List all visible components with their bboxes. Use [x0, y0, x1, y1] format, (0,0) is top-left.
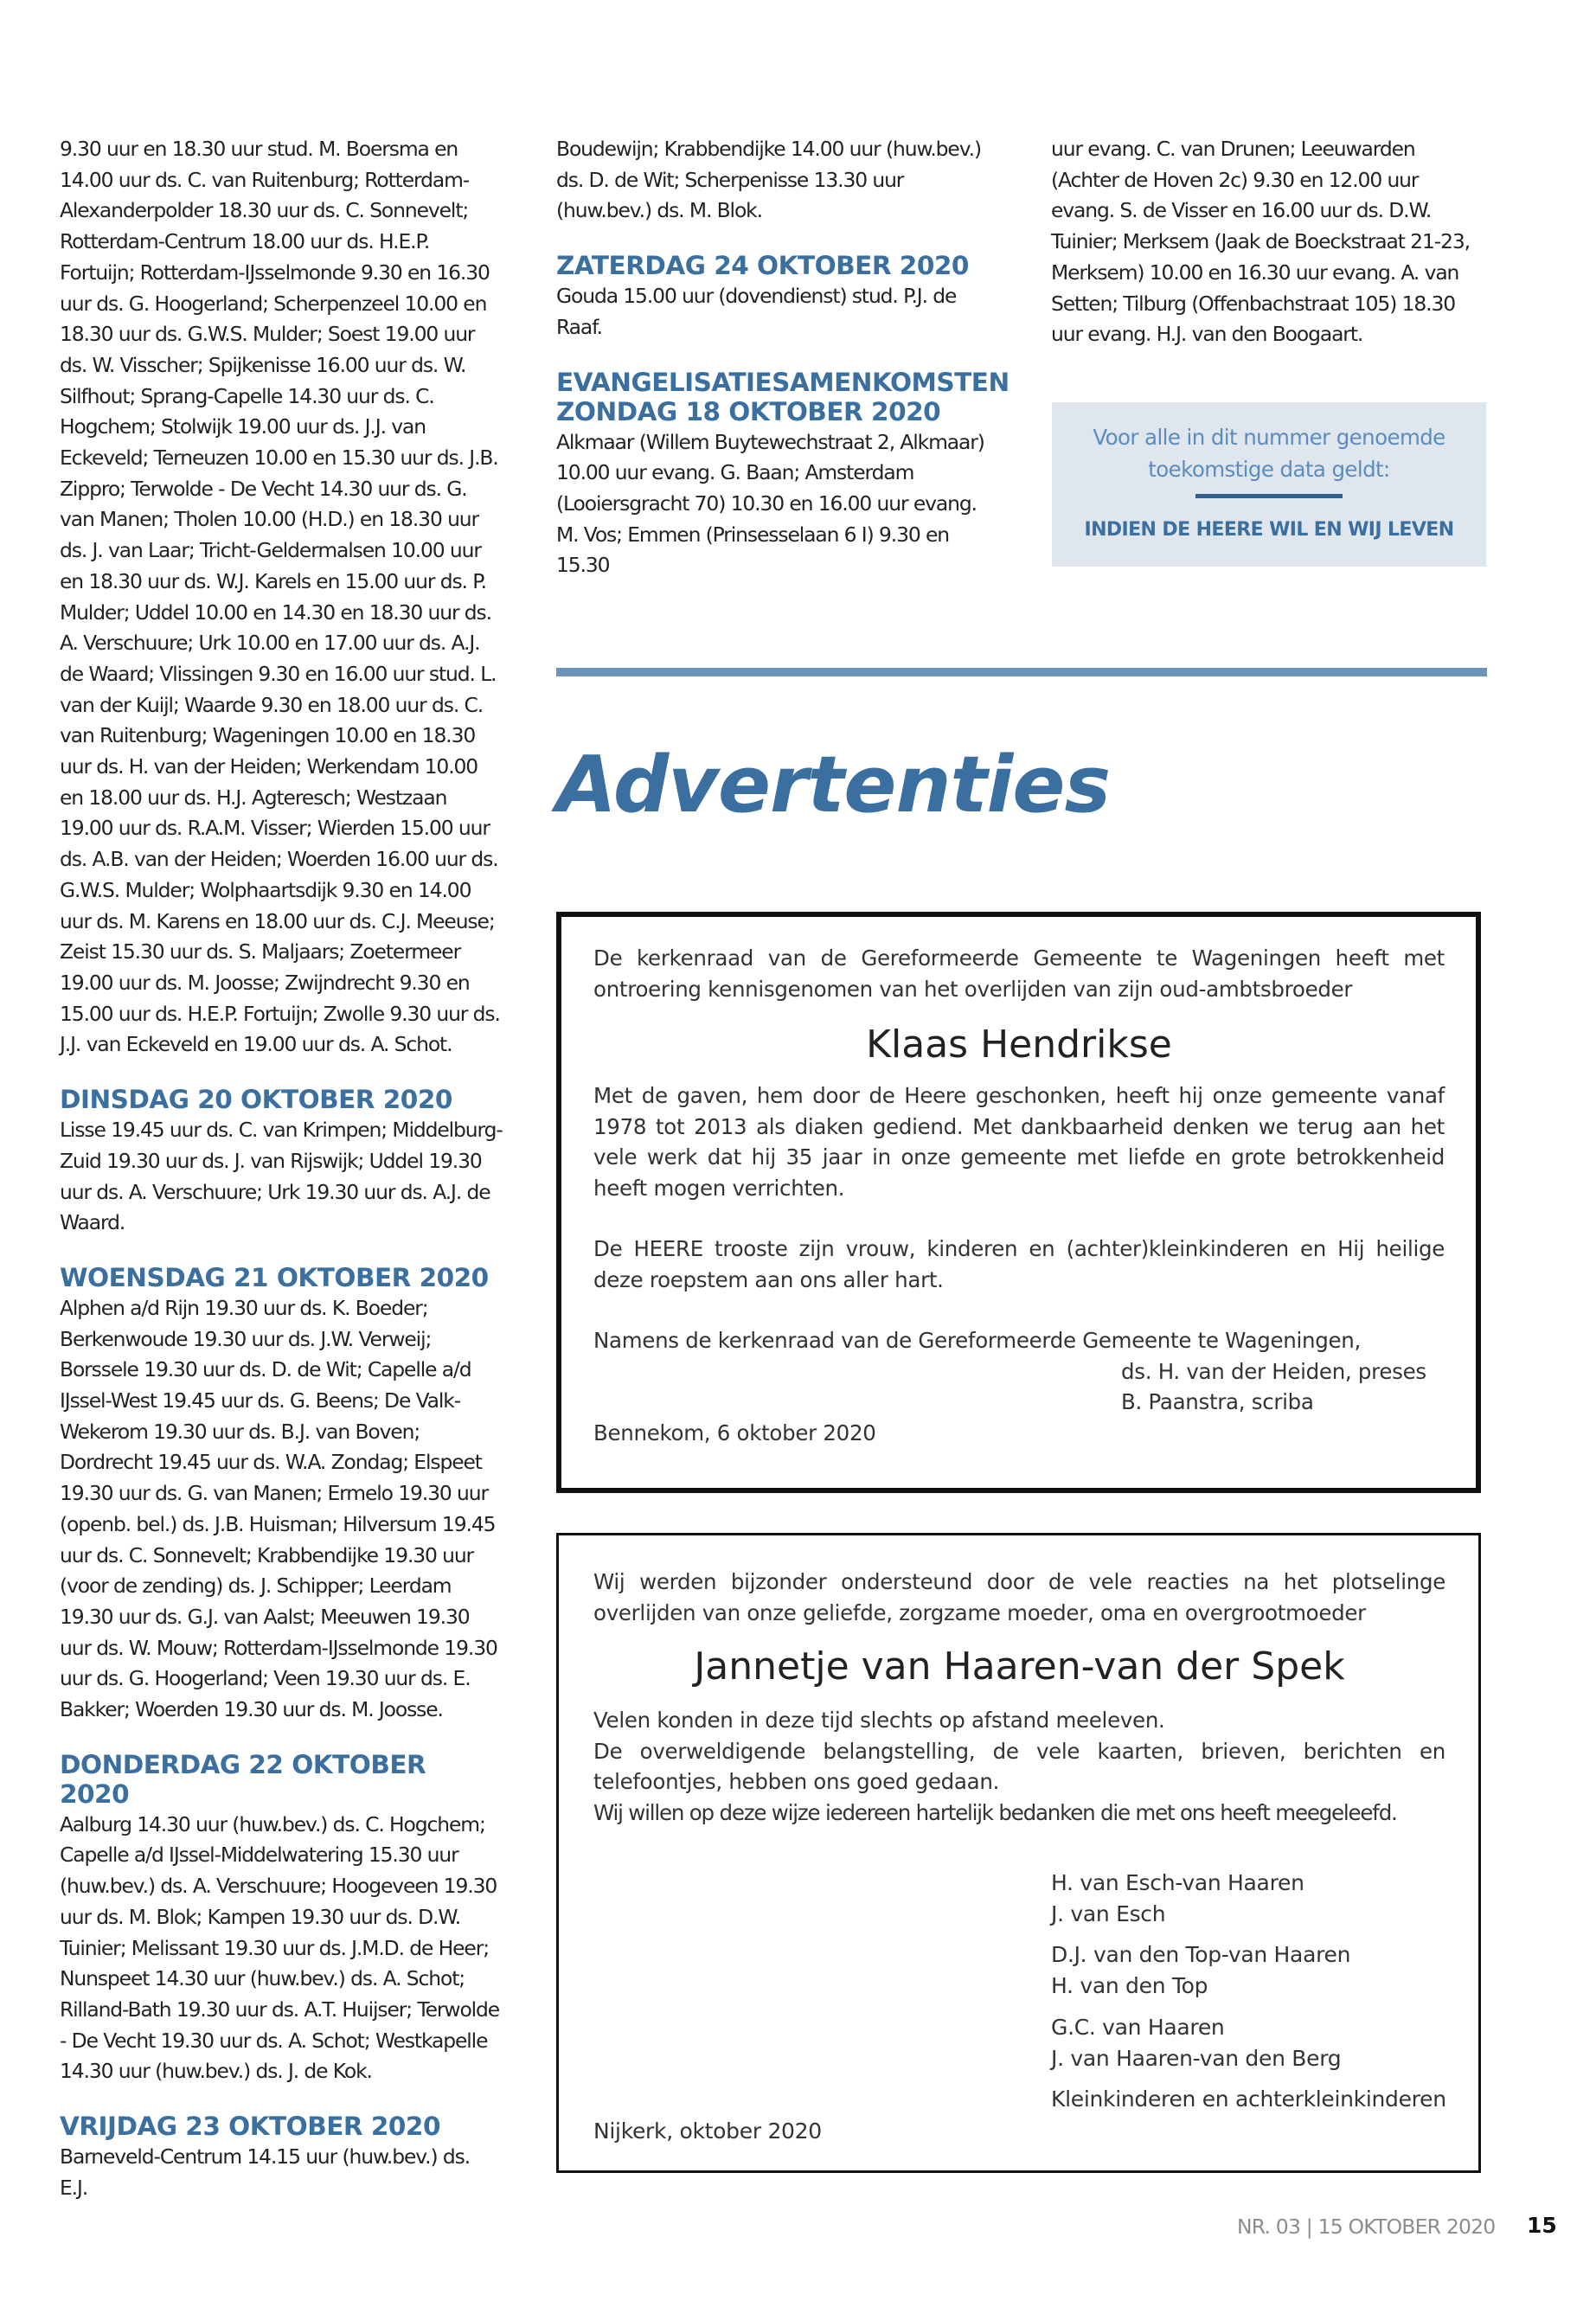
ad-family-name: J. van Haaren-van den Berg: [1051, 2046, 1342, 2071]
schedule-text-continuation: 9.30 uur en 18.30 uur stud. M. Boersma en 14.00 uur ds. C. van Ruitenburg; Rotterdam-Alexanderpolder 18.30 uur ds. C. Sonnevelt; Rotterdam-Centrum 18.00 uur ds. H.E.P. Fortuijn; Rotterdam-IJsselmonde 9.30 en 16.30 uur ds. G. Hoogerland; Scherpenzeel 10.00 en 18.30 uur ds. G.W.S. Mulder; Soest 19.00 uur ds. W. Visscher; Spijkenisse 16.00 uur ds. W. Silfhout; Sprang-Capelle 14.30 uur ds. C. Hogchem; Stolwijk 19.00 uur ds. J.J. van Eckeveld; Terneuzen 10.00 en 15.30 uur ds. J.B. Zippro; Terwolde - De Vecht 14.30 uur ds. G. van Manen; Tholen 10.00 (H.D.) en 18.30 uur ds. J. van Laar; Tricht-Geldermalsen 10.00 uur en 18.30 uur ds. W.J. Karels en 15.00 uur ds. P. Mulder; Uddel 10.00 en 14.30 en 18.30 uur ds. A. Verschuure; Urk 10.00 en 17.00 uur ds. A.J. de Waard; Vlissingen 9.30 en 16.00 uur stud. L. van der Kuijl; Waarde 9.30 en 18.00 uur ds. C. van Ruitenburg; Wageningen 10.00 en 18.30 uur ds. H. van der Heiden; Werkendam 10.00 en 18.00 uur ds. H.J. Agteresch; Westzaan 19.00 uur ds. R.A.M. Visser; Wierden 15.00 uur ds. A.B. van der Heiden; Woerden 16.00 uur ds. G.W.S. Mulder; Wolphaartsdijk 9.30 en 14.00 uur ds. M. Karens en 18.00 uur ds. C.J. Meeuse; Zeist 15.30 uur ds. S. Maljaars; Zoetermeer 19.00 uur ds. M. Joosse; Zwijndrecht 9.30 en 15.00 uur ds. H.E.P. Fortuijn; Zwolle 9.30 uur ds. J.J. van Eckeveld en 19.00 uur ds. A. Schot.: [60, 137, 500, 1057]
ad-place-date: Bennekom, 6 oktober 2020: [593, 1420, 876, 1445]
schedule-section-zaterdag: [556, 251, 993, 343]
ad-family-name: J. van Esch: [1051, 1901, 1166, 1926]
ad-signoff: Namens de kerkenraad van de Gereformeerde Gemeente te Wageningen,: [593, 1328, 1361, 1353]
column-right: [1051, 134, 1485, 350]
section-subheading: ZONDAG 18 OKTOBER 2020: [556, 396, 941, 426]
ad-family-group: [1051, 2012, 1341, 2074]
ad-place-date: Nijkerk, oktober 2020: [593, 2118, 822, 2144]
section-text: Alphen a/d Rijn 19.30 uur ds. K. Boeder; Berkenwoude 19.30 uur ds. J.W. Verweij; Borssele 19.30 uur ds. D. de Wit; Capelle a/d IJssel-West 19.45 uur ds. G. Beens; De Valk-Wekerom 19.30 uur ds. B.J. van Boven; Dordrecht 19.45 uur ds. W.A. Zondag; Elspeet 19.30 uur ds. G. van Manen; Ermelo 19.30 uur (openb. bel.) ds. J.B. Huisman; Hilversum 19.45 uur ds. C. Sonnevelt; Krabbendijke 19.30 uur (voor de zending) ds. J. Schipper; Leerdam 19.30 uur ds. G.J. van Aalst; Meeuwen 19.30 uur ds. W. Mouw; Rotterdam-IJsselmonde 19.30 uur ds. G. Hoogerland; Veen 19.30 uur ds. E. Bakker; Woerden 19.30 uur ds. M. Joosse.: [60, 1295, 497, 1722]
section-text: Barneveld-Centrum 14.15 uur (huw.bev.) ds. E.J.: [60, 2144, 471, 2200]
ad-paragraph: De HEERE trooste zijn vrouw, kinderen en (achter)kleinkinderen en Hij heilige deze roepstem aan ons aller hart.: [593, 1236, 1445, 1292]
section-text: Gouda 15.00 uur (dovendienst) stud. P.J. de Raaf.: [556, 284, 957, 339]
column-left: [60, 134, 503, 2227]
ad-signature: ds. H. van der Heiden, preses: [1121, 1358, 1426, 1384]
ad-line: Wij willen op deze wijze iedereen hartelijk bedanken die met ons heeft meegeleefd.: [593, 1799, 1397, 1825]
ad-signature: B. Paanstra, scriba: [1121, 1389, 1314, 1414]
schedule-section-woensdag: [60, 1263, 503, 1726]
advertisement-obituary: [556, 912, 1481, 1493]
ad-family-name: H. van Esch-van Haaren: [1051, 1870, 1304, 1895]
notice-divider: [1195, 494, 1343, 498]
column-middle: [556, 134, 1010, 606]
section-heading: ZATERDAG 24 OKTOBER 2020: [556, 251, 969, 281]
ad-paragraph: Met de gaven, hem door de Heere geschonken, heeft hij onze gemeente vanaf 1978 tot 2013 als diaken gediend. Met dankbaarheid denken we terug aan het vele werk dat hij 35 jaar in onze gemeente met liefde en grote betrokkenheid heeft mogen verrichten.: [593, 1083, 1445, 1201]
section-heading: EVANGELISATIESAMENKOMSTEN: [556, 367, 1010, 397]
ad-family-name: H. van den Top: [1051, 1973, 1208, 1998]
ad-intro: De kerkenraad van de Gereformeerde Gemeente te Wageningen heeft met ontroering kennisgenomen van het overlijden van zijn oud-ambtsbroeder: [593, 945, 1445, 1002]
section-heading: VRIJDAG 23 OKTOBER 2020: [60, 2112, 440, 2142]
section-heading: WOENSDAG 21 OKTOBER 2020: [60, 1262, 489, 1292]
notice-line-2: toekomstige data geldt:: [1148, 457, 1390, 482]
schedule-section-evangelisatie: [556, 367, 1010, 582]
ad-line: Velen konden in deze tijd slechts op afstand meeleven.: [593, 1708, 1165, 1733]
page-number: 15: [1527, 2213, 1557, 2238]
ad-family-grandchildren: Kleinkinderen en achterkleinkinderen: [1051, 2086, 1446, 2112]
schedule-section-vrijdag: [60, 2112, 503, 2203]
section-heading: DONDERDAG 22 OKTOBER 2020: [60, 1749, 426, 1809]
ad-family-name: D.J. van den Top-van Haaren: [1051, 1942, 1351, 1967]
section-text: Aalburg 14.30 uur (huw.bev.) ds. C. Hogchem; Capelle a/d IJssel-Middelwatering 15.30 uur (huw.bev.) ds. A. Verschuure; Hoogeveen 19.30 uur ds. M. Blok; Kampen 19.30 uur ds. D.W. Tuinier; Melissant 19.30 uur ds. J.M.D. de Heer; Nunspeet 14.30 uur (huw.bev.) ds. A. Schot; Rilland-Bath 19.30 uur ds. A.T. Huijser; Terwolde - De Vecht 19.30 uur ds. A. Schot; Westkapelle 14.30 uur (huw.bev.) ds. J. de Kok.: [60, 1811, 500, 2084]
section-heading: DINSDAG 20 OKTOBER 2020: [60, 1085, 452, 1115]
notice-box: [1052, 402, 1486, 567]
ad-family-name: G.C. van Haaren: [1051, 2015, 1225, 2040]
ad-family-group: [1051, 1868, 1304, 1930]
schedule-section-dinsdag: [60, 1085, 503, 1239]
section-divider: [556, 668, 1487, 676]
issue-info: NR. 03 | 15 OKTOBER 2020: [1237, 2214, 1496, 2239]
advertisement-thanks: [556, 1533, 1481, 2173]
section-title: Advertenties: [556, 740, 1111, 830]
schedule-text-continuation: uur evang. C. van Drunen; Leeuwarden (Achter de Hoven 2c) 9.30 en 12.00 uur evang. S. de Visser en 16.00 uur ds. D.W. Tuinier; Merksem (Jaak de Boeckstraat 21-23, Merksem) 10.00 en 16.30 uur evang. A. van Setten; Tilburg (Offenbachstraat 105) 18.30 uur evang. H.J. van den Boogaart.: [1051, 137, 1470, 347]
notice-line-1: Voor alle in dit nummer genoemde: [1093, 425, 1445, 450]
section-text: Lisse 19.45 uur ds. C. van Krimpen; Middelburg-Zuid 19.30 uur ds. J. van Rijswijk; Uddel 19.30 uur ds. A. Verschuure; Urk 19.30 uur ds. A.J. de Waard.: [60, 1118, 503, 1235]
schedule-text-continuation: Boudewijn; Krabbendijke 14.00 uur (huw.bev.) ds. D. de Wit; Scherpenisse 13.30 uur (huw.bev.) ds. M. Blok.: [556, 137, 981, 223]
ad-line: De overweldigende belangstelling, de vele kaarten, brieven, berichten en telefoontjes, hebben ons goed gedaan.: [593, 1738, 1445, 1794]
section-text: Alkmaar (Willem Buytewechstraat 2, Alkmaar) 10.00 uur evang. G. Baan; Amsterdam (Looiersgracht 70) 10.30 en 16.00 uur evang. M. Vos; Emmen (Prinsesselaan 6 I) 9.30 en 15.30: [556, 429, 984, 578]
notice-emphasis: INDIEN DE HEERE WIL EN WIJ LEVEN: [1084, 519, 1454, 541]
ad-deceased-name: Klaas Hendrikse: [866, 1022, 1172, 1067]
ad-deceased-name: Jannetje van Haaren-van der Spek: [694, 1644, 1345, 1689]
ad-intro: Wij werden bijzonder ondersteund door de vele reacties na het plotselinge overlijden van onze geliefde, zorgzame moeder, oma en overgrootmoeder: [593, 1569, 1445, 1625]
ad-family-group: [1051, 1939, 1350, 2002]
schedule-section-donderdag: [60, 1750, 503, 2087]
